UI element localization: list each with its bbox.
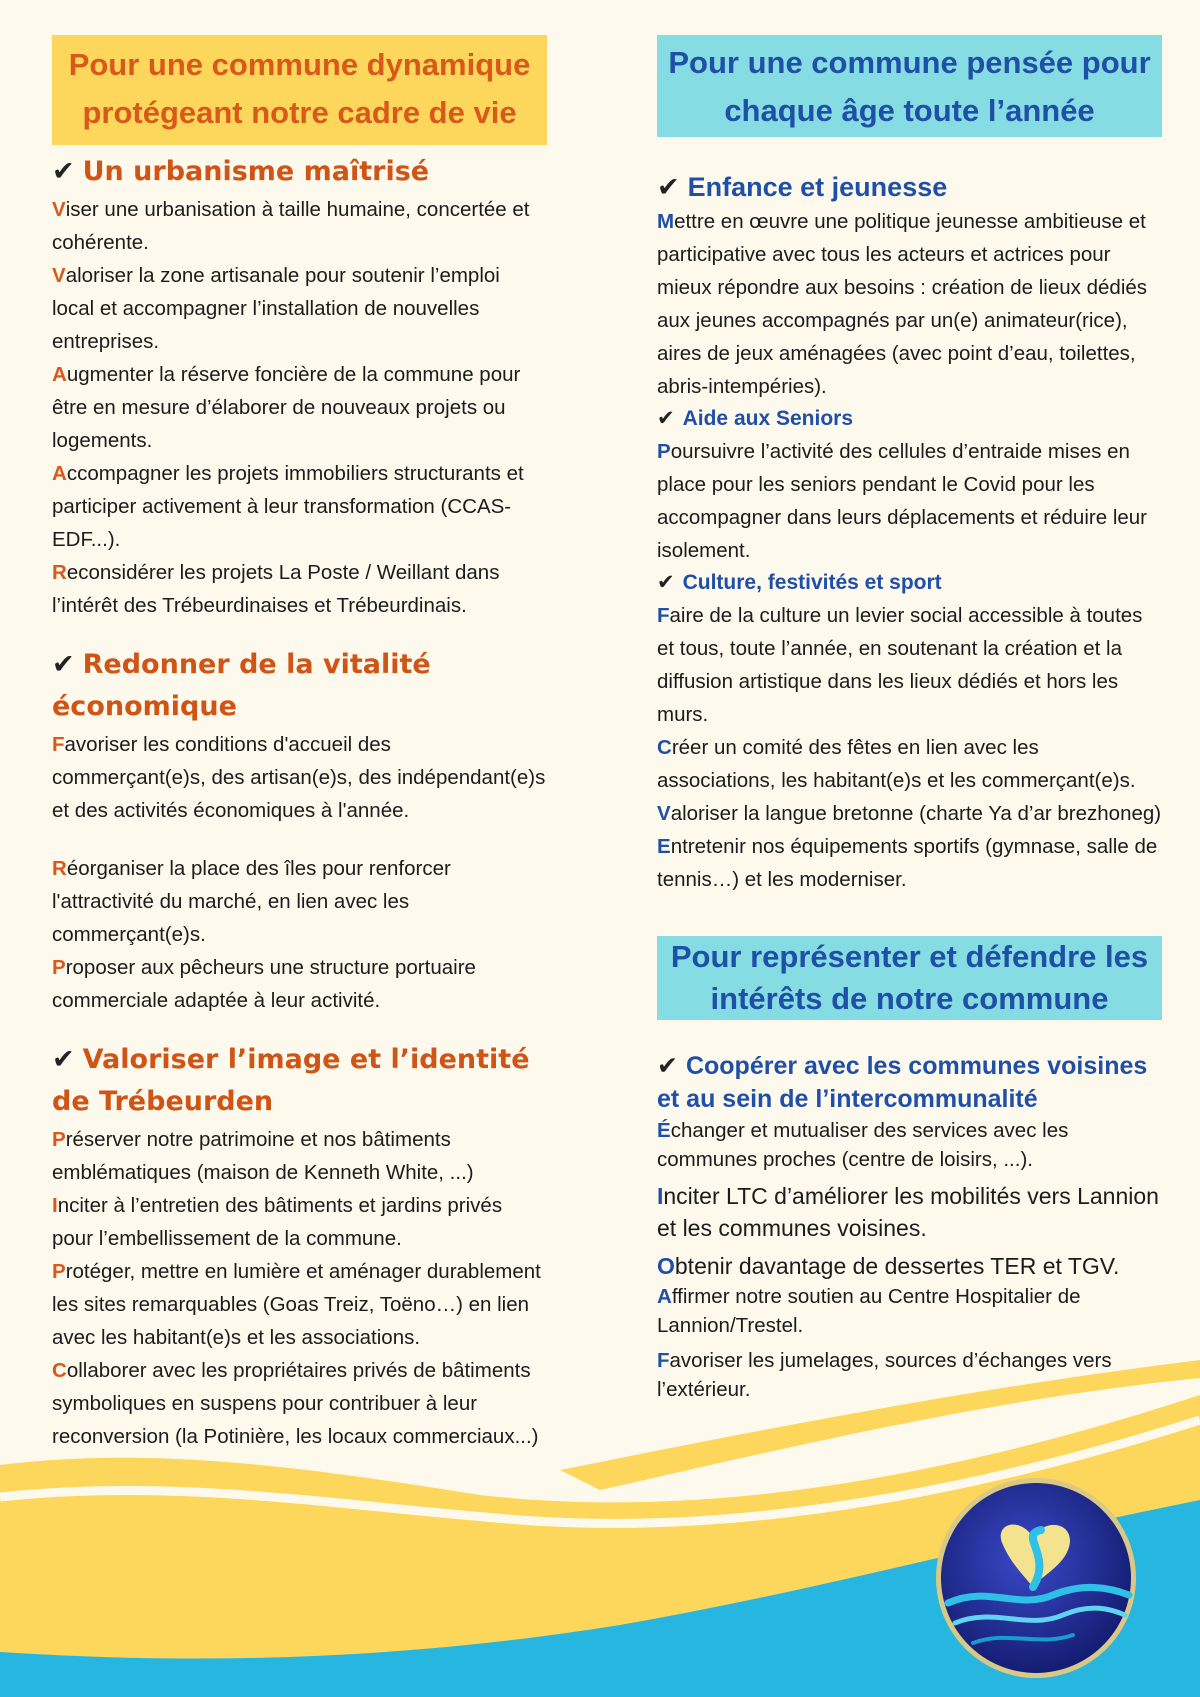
section-title: ✔ Un urbanisme maîtrisé xyxy=(52,156,430,187)
section-image-identite xyxy=(52,1039,547,1453)
section-cooperer xyxy=(657,1050,1162,1404)
section-vitalite xyxy=(52,644,547,1017)
list-item: Accompagner les projets immobiliers structurants et participer activement à leur transformation (CCAS-EDF...). xyxy=(52,462,524,551)
list-item: Créer un comité des fêtes en lien avec les associations, les habitant(e)s et les commerçant(e)s. xyxy=(657,736,1136,792)
list-item: Échanger et mutualiser des services avec les communes proches (centre de loisirs, ...). xyxy=(657,1119,1069,1171)
left-banner: Pour une commune dynamique protégeant notre cadre de vie xyxy=(52,35,547,145)
checkmark-icon: ✔ xyxy=(657,571,675,594)
list-item: Proposer aux pêcheurs une structure portuaire commerciale adaptée à leur activité. xyxy=(52,956,476,1012)
section-title: ✔ Aide aux Seniors xyxy=(657,407,853,430)
section-title: ✔ Coopérer avec les communes voisines et au sein de l’intercommunalité xyxy=(657,1052,1148,1113)
section-title: ✔ Culture, festivités et sport xyxy=(657,571,942,594)
list-item: Valoriser la zone artisanale pour soutenir l’emploi local et accompagner l’installation de nouvelles entreprises. xyxy=(52,264,500,353)
section-seniors xyxy=(657,403,1162,567)
list-item: Valoriser la langue bretonne (charte Ya d’ar brezhoneg) xyxy=(657,802,1162,825)
right-column xyxy=(657,35,1162,1404)
right-banner-age: Pour une commune pensée pour chaque âge toute l’année xyxy=(657,35,1162,137)
section-title: ✔ Valoriser l’image et l’identité de Trébeurden xyxy=(52,1044,530,1117)
checkmark-icon: ✔ xyxy=(657,172,680,202)
list-item: Augmenter la réserve foncière de la commune pour être en mesure d’élaborer de nouveaux projets ou logements. xyxy=(52,363,521,452)
list-item: Affirmer notre soutien au Centre Hospitalier de Lannion/Trestel. xyxy=(657,1285,1081,1337)
section-culture xyxy=(657,567,1162,896)
left-column xyxy=(52,35,547,1453)
checkmark-icon: ✔ xyxy=(52,1044,75,1075)
list-item: Favoriser les jumelages, sources d’échanges vers l’extérieur. xyxy=(657,1349,1112,1401)
checkmark-icon: ✔ xyxy=(52,156,75,187)
right-banner-representer: Pour représenter et défendre les intérêts de notre commune xyxy=(657,936,1162,1020)
checkmark-icon: ✔ xyxy=(52,649,75,680)
list-item: Inciter LTC d’améliorer les mobilités vers Lannion et les communes voisines. xyxy=(657,1183,1159,1241)
list-item: Réorganiser la place des îles pour renforcer l'attractivité du marché, en lien avec les commerçant(e)s. xyxy=(52,857,451,946)
list-item: Faire de la culture un levier social accessible à toutes et tous, toute l’année, en soutenant la création et la diffusion artistique dans les lieux dédiés et hors les murs. xyxy=(657,604,1143,726)
section-title: ✔ Redonner de la vitalité économique xyxy=(52,649,431,722)
list-item: Reconsidérer les projets La Poste / Weillant dans l’intérêt des Trébeurdinaises et Trébeurdinais. xyxy=(52,561,500,617)
section-enfance xyxy=(657,169,1162,403)
list-item: Viser une urbanisation à taille humaine, concertée et cohérente. xyxy=(52,198,530,254)
list-item: Préserver notre patrimoine et nos bâtiments emblématiques (maison de Kenneth White, ...) xyxy=(52,1128,474,1184)
list-item: Poursuivre l’activité des cellules d’entraide mises en place pour les seniors pendant le Covid pour les accompagner dans leurs déplacements et réduire leur isolement. xyxy=(657,440,1147,562)
checkmark-icon: ✔ xyxy=(657,1052,678,1080)
list-item: Obtenir davantage de dessertes TER et TGV. xyxy=(657,1253,1120,1279)
list-item: Favoriser les conditions d'accueil des commerçant(e)s, des artisan(e)s, des indépendant(e)s et des activités économiques à l'année. xyxy=(52,733,546,822)
section-title: ✔ Enfance et jeunesse xyxy=(657,172,948,202)
list-item: Inciter à l’entretien des bâtiments et jardins privés pour l’embellissement de la commune. xyxy=(52,1194,503,1250)
checkmark-icon: ✔ xyxy=(657,407,675,430)
list-item: Protéger, mettre en lumière et aménager durablement les sites remarquables (Goas Treiz, Toëno…) en lien avec les habitant(e)s et les associations. xyxy=(52,1260,541,1349)
list-item: Mettre en œuvre une politique jeunesse ambitieuse et participative avec tous les acteurs et actrices pour mieux répondre aux besoins : création de lieux dédiés aux jeunes accompagnés par un(e) animateur(rice), aires de jeux aménagées (avec point d’eau, toilettes, abris-intempéries). xyxy=(657,210,1148,398)
heart-wave-logo-icon xyxy=(933,1475,1139,1681)
list-item: Entretenir nos équipements sportifs (gymnase, salle de tennis…) et les moderniser. xyxy=(657,835,1158,891)
list-item: Collaborer avec les propriétaires privés de bâtiments symboliques en suspens pour contribuer à leur reconversion (la Potinière, les locaux commerciaux...) xyxy=(52,1359,539,1448)
section-urbanisme xyxy=(52,151,547,622)
